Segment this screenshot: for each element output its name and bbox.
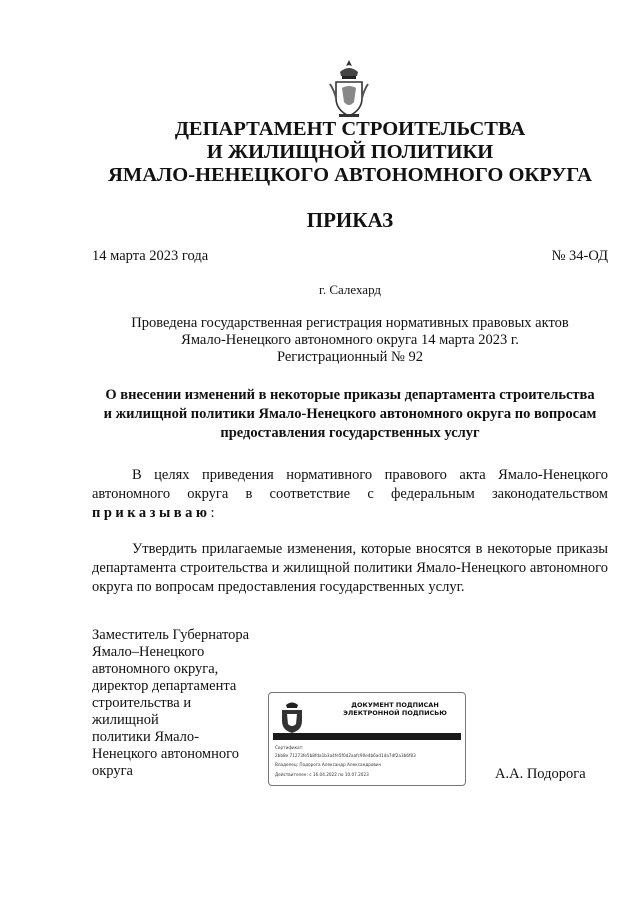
signatory-position-line: жилищной [92, 712, 159, 728]
stamp-detail-line: Владелец: Подорога Александр Александрович [275, 762, 382, 767]
signer-name: А.А. Подорога [495, 766, 586, 782]
electronic-signature-stamp [268, 692, 466, 786]
signatory-position-line: Ненецкого автономного [92, 746, 239, 762]
subject-line-1: О внесении изменений в некоторые приказы департамента строительства [105, 387, 595, 403]
stamp-detail-line: 2bb8e 71273fe5b8fda1b3a4fe5f0d2aafc90e4b6ad1da7df2a3b6f83 [275, 753, 416, 758]
signatory-position-line: политики Ямало- [92, 729, 199, 745]
signatory-position-line: автономного округа, [92, 661, 219, 677]
coat-of-arms-emblem [328, 58, 370, 120]
department-name-line-3: ЯМАЛО-НЕНЕЦКОГО АВТОНОМНОГО ОКРУГА [108, 164, 592, 186]
paragraph-1-text: В целях приведения нормативного правового акта Ямало-Ненецкого автономного округа в соответствие с федеральным законодательством [92, 467, 608, 502]
signatory-position-line: округа [92, 763, 133, 779]
paragraph-2-text: Утвердить прилагаемые изменения, которые вносятся в некоторые приказы департамента строительства и жилищной политики Ямало-Ненецкого автономного округа по вопросам предоставления государственных услуг. [92, 541, 608, 595]
body-paragraph-2 [92, 540, 608, 597]
document-city: г. Салехард [318, 282, 382, 297]
signatory-position-line: Заместитель Губернатора [92, 627, 250, 643]
department-name-line-1: ДЕПАРТАМЕНТ СТРОИТЕЛЬСТВА [174, 118, 526, 140]
stamp-detail-line: Действителен: с 16.04.2022 по 10.07.2023 [275, 772, 369, 777]
stamp-divider-bar [273, 733, 461, 740]
stamp-emblem-icon [277, 699, 307, 735]
stamp-header-line-2: ЭЛЕКТРОННОЙ ПОДПИСЬЮ [343, 709, 447, 717]
registration-line-1: Проведена государственная регистрация нормативных правовых актов [131, 315, 569, 331]
order-keyword-colon: : [210, 505, 215, 521]
subject-line-2: и жилищной политики Ямало-Ненецкого автономного округа по вопросам [103, 406, 597, 422]
subject-line-3: предоставления государственных услуг [220, 425, 480, 441]
stamp-detail-line: Сертификат: [275, 745, 304, 750]
registration-line-3: Регистрационный № 92 [276, 349, 424, 365]
signatory-position-line: Ямало–Ненецкого [92, 644, 205, 660]
document-date: 14 марта 2023 года [92, 248, 209, 264]
order-keyword: приказываю [92, 505, 211, 521]
body-paragraph-1 [92, 466, 608, 523]
stamp-header [329, 701, 461, 717]
registration-line-2: Ямало-Ненецкого автономного округа 14 марта 2023 г. [181, 332, 519, 348]
stamp-header-line-1: ДОКУМЕНТ ПОДПИСАН [351, 701, 439, 709]
document-type-title: ПРИКАЗ [306, 208, 394, 232]
signatory-position-line: строительства и [92, 695, 192, 711]
signatory-position-line: директор департамента [92, 678, 237, 694]
document-number: № 34-ОД [551, 248, 608, 264]
department-name-line-2: И ЖИЛИЩНОЙ ПОЛИТИКИ [206, 141, 494, 163]
